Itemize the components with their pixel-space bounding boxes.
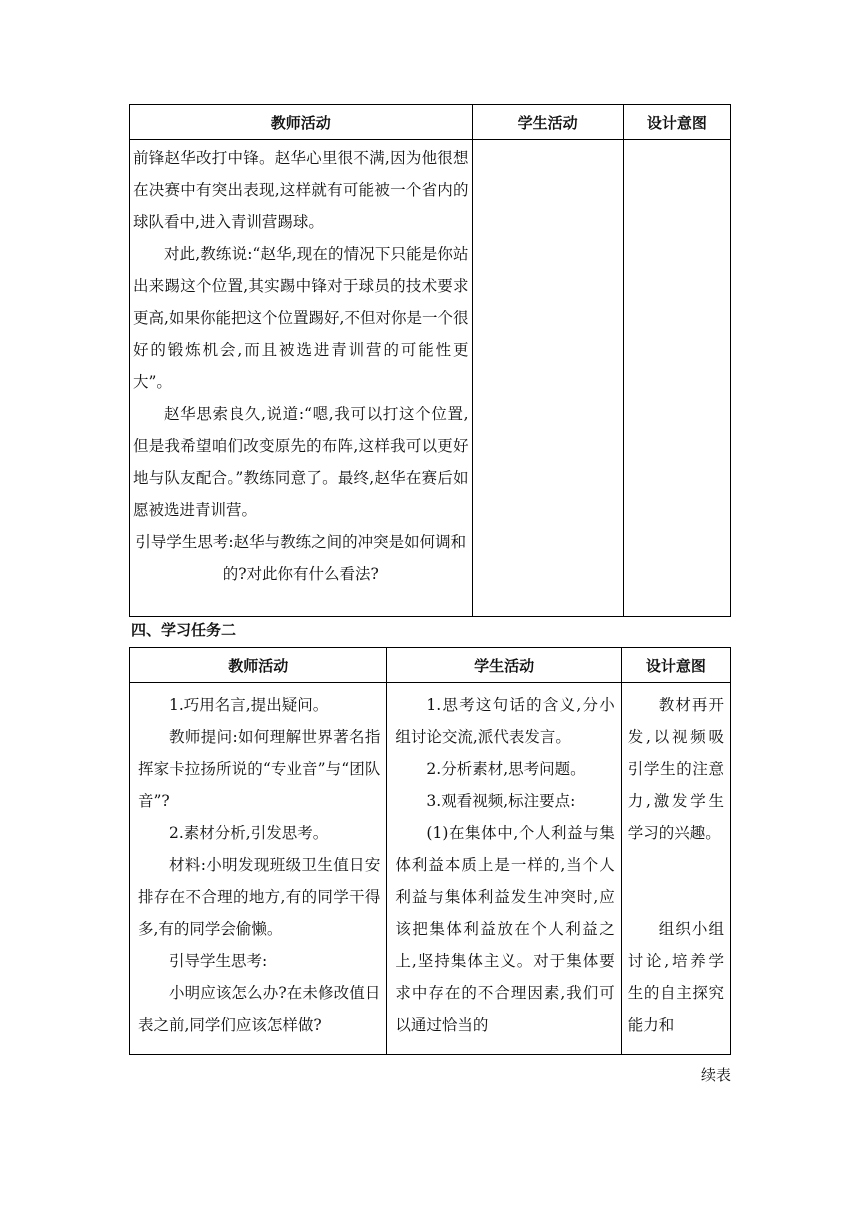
header-design-intent: 设计意图 — [623, 105, 730, 140]
lesson-table-1 — [129, 104, 731, 617]
design-intent-cell — [623, 140, 730, 617]
teacher-paragraph: 引导学生思考: — [169, 952, 268, 970]
teacher-paragraph: 前锋赵华改打中锋。赵华心里很不满,因为他很想在决赛中有突出表现,这样就有可能被一个省内的球队看中,进入青训营踢球。 — [133, 149, 469, 231]
table-header-row — [130, 105, 731, 140]
design-intent-cell — [621, 683, 730, 1055]
teacher-paragraph: 引导学生思考:赵华与教练之间的冲突是如何调和的?对此你有什么看法? — [135, 533, 467, 583]
header-teacher-activity: 教师活动 — [130, 105, 473, 140]
student-paragraph: 3.观看视频,标注要点: — [426, 792, 576, 810]
student-paragraph: (1)在集体中,个人利益与集体利益本质上是一样的,当个人利益与集体利益发生冲突时,应该把集体利益放在个人利益之上,坚持集体主义。对于集体要求中存在的不合理因素,我们可以通过恰当的 — [395, 824, 615, 1034]
table-header-row — [130, 648, 731, 683]
header-design-intent: 设计意图 — [621, 648, 730, 683]
lesson-table-2 — [129, 647, 731, 1055]
section-heading: 四、学习任务二 — [131, 621, 237, 639]
design-paragraph: 组织小组讨论,培养学生的自主探究能力和 — [627, 920, 724, 1034]
student-activity-cell — [472, 140, 623, 617]
continued-note: 续表 — [700, 1066, 731, 1084]
header-student-activity: 学生活动 — [387, 648, 621, 683]
teacher-activity-cell — [130, 140, 473, 617]
design-paragraph: 教材再开发,以视频吸引学生的注意力,激发学生学习的兴趣。 — [627, 696, 724, 842]
header-teacher-activity: 教师活动 — [130, 648, 387, 683]
teacher-paragraph: 教师提问:如何理解世界著名指挥家卡拉扬所说的“专业音”与“团队音”? — [138, 728, 381, 810]
teacher-activity-cell — [130, 683, 387, 1055]
student-paragraph: 1.思考这句话的含义,分小组讨论交流,派代表发言。 — [395, 696, 615, 746]
header-student-activity: 学生活动 — [472, 105, 623, 140]
table-row — [130, 140, 731, 617]
teacher-paragraph: 材料:小明发现班级卫生值日安排存在不合理的地方,有的同学干得多,有的同学会偷懒。 — [138, 856, 381, 938]
teacher-paragraph: 1.巧用名言,提出疑问。 — [169, 696, 329, 714]
teacher-paragraph: 对此,教练说:“赵华,现在的情况下只能是你站出来踢这个位置,其实踢中锋对于球员的技术要求更高,如果你能把这个位置踢好,不但对你是一个很好的锻炼机会,而且被选进青训营的可能性更大”。 — [133, 245, 469, 391]
teacher-paragraph: 赵华思索良久,说道:“嗯,我可以打这个位置,但是我希望咱们改变原先的布阵,这样我可以更好地与队友配合。”教练同意了。最终,赵华在赛后如愿被选进青训营。 — [133, 405, 469, 519]
teacher-paragraph: 2.素材分析,引发思考。 — [169, 824, 329, 842]
student-paragraph: 2.分析素材,思考问题。 — [426, 760, 586, 778]
teacher-paragraph: 小明应该怎么办?在未修改值日表之前,同学们应该怎样做? — [138, 984, 381, 1034]
student-activity-cell — [387, 683, 621, 1055]
table-row — [130, 683, 731, 1055]
